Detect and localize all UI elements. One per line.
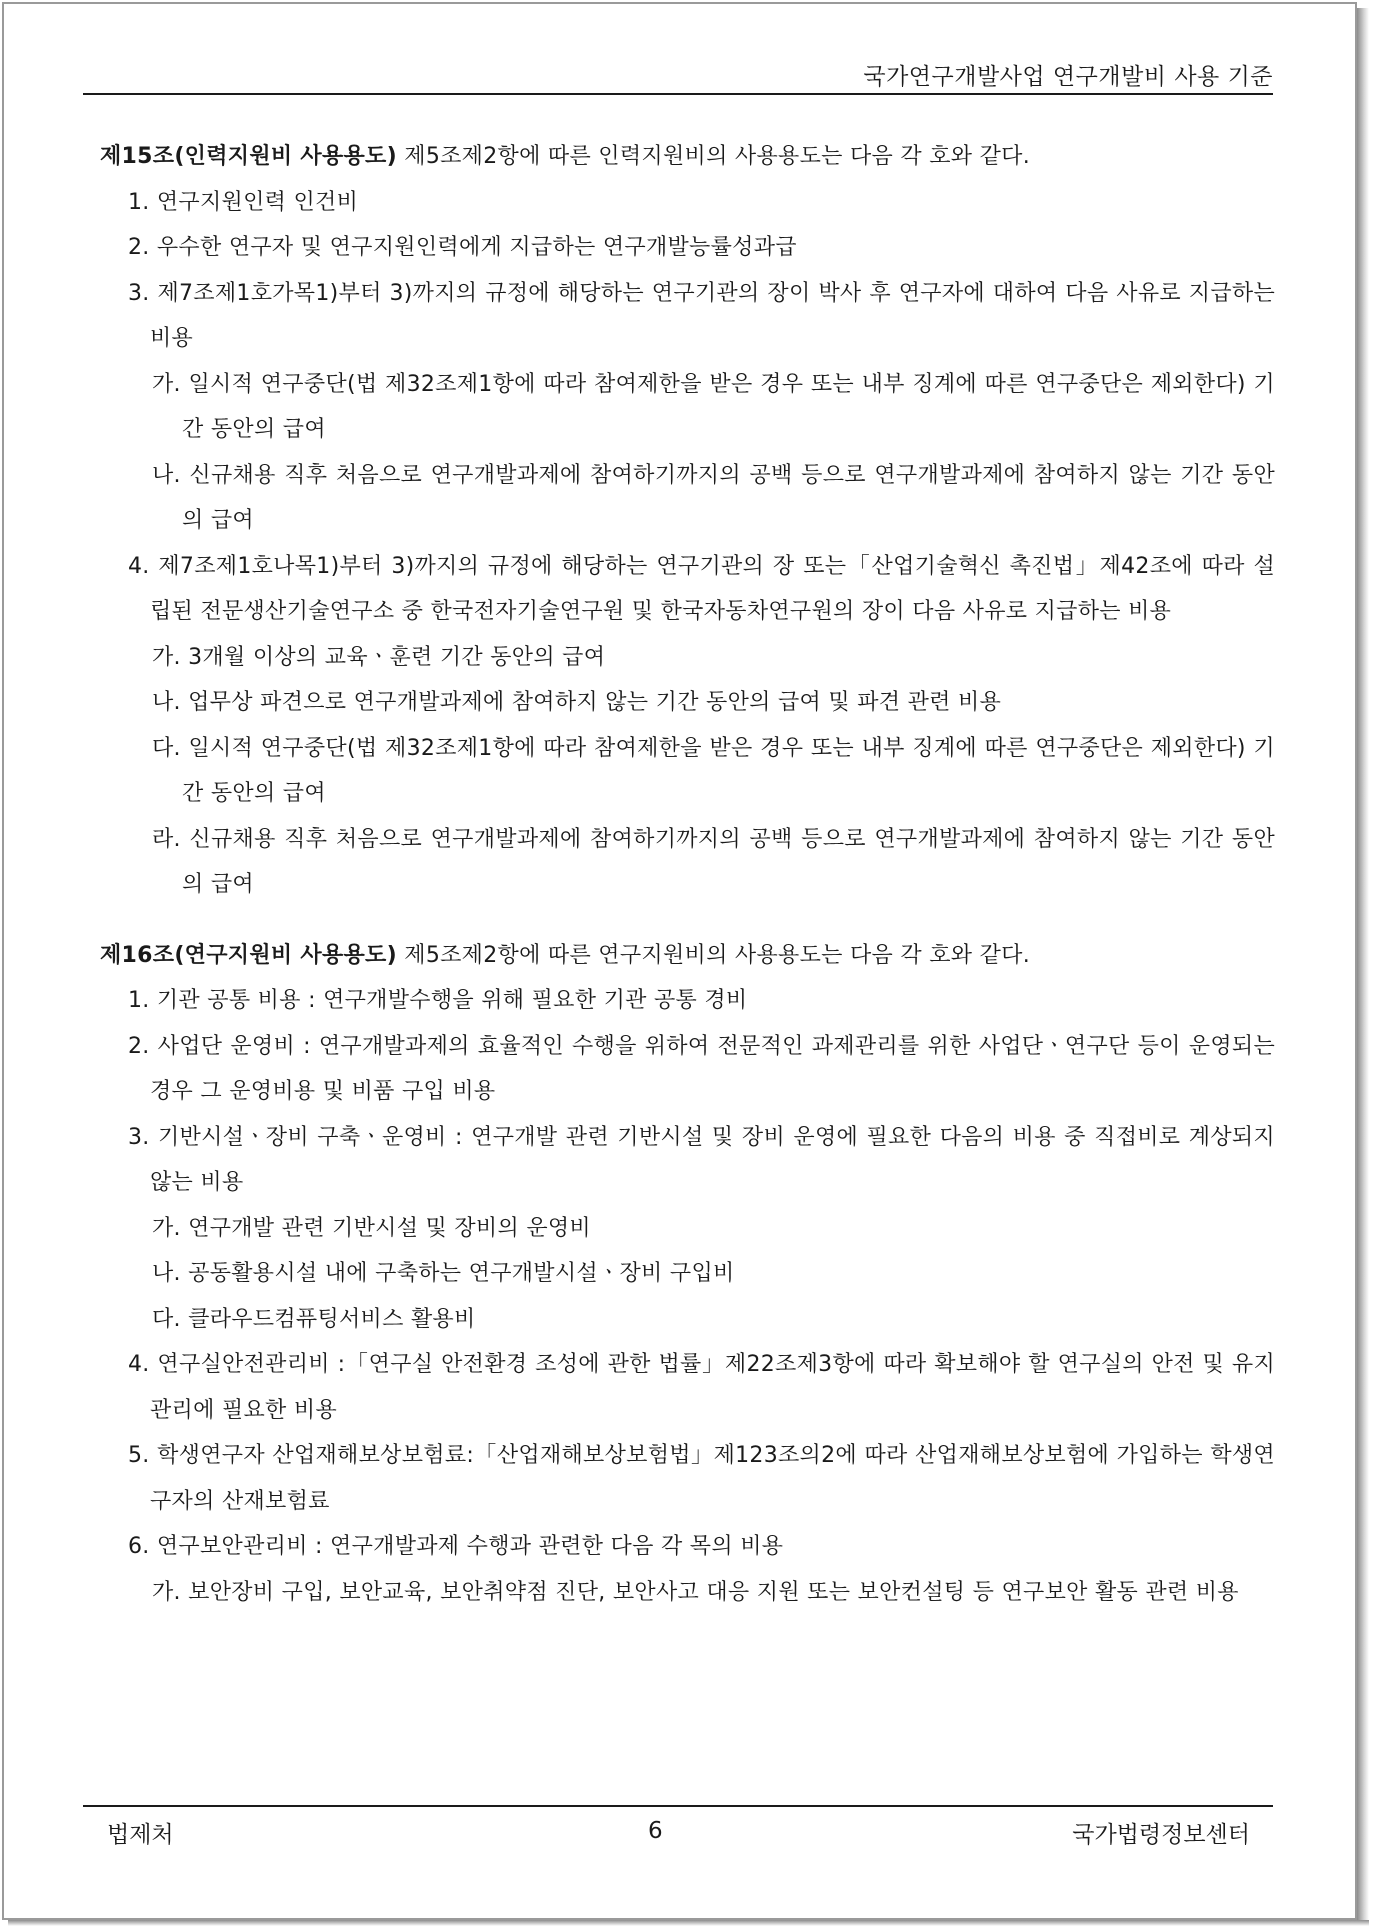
- list-item: 3. 제7조제1호가목1)부터 3)까지의 규정에 해당하는 연구기관의 장이 박사 후 연구자에 대하여 다음 사유로 지급하는 비용: [128, 280, 1275, 351]
- sub-list-item: 가. 3개월 이상의 교육ㆍ훈련 기간 동안의 급여: [152, 644, 606, 670]
- header-divider: [83, 93, 1273, 95]
- article-16: [100, 933, 1275, 1616]
- article-title: 제15조(인력지원비 사용용도): [100, 144, 397, 169]
- article-heading: [100, 933, 1275, 979]
- list-item: 1. 연구지원인력 인건비: [128, 189, 359, 215]
- article-title: 제16조(연구지원비 사용용도): [100, 942, 397, 968]
- list-item: 1. 기관 공통 비용 : 연구개발수행을 위해 필요한 기관 공통 경비: [128, 988, 748, 1013]
- document-body: [100, 134, 1275, 1615]
- list-item: 2. 우수한 연구자 및 연구지원인력에게 지급하는 연구개발능률성과급: [128, 235, 797, 260]
- article-intro: 제5조제2항에 따른 연구지원비의 사용용도는 다음 각 호와 같다.: [396, 942, 1031, 968]
- article-intro: 제5조제2항에 따른 인력지원비의 사용용도는 다음 각 호와 같다.: [396, 144, 1031, 169]
- sub-list-item: 다. 클라우드컴퓨팅서비스 활용비: [152, 1306, 476, 1332]
- footer-publisher: 법제처: [107, 1822, 174, 1848]
- sub-list-item: 라. 신규채용 직후 처음으로 연구개발과제에 참여하기까지의 공백 등으로 연구개발과제에 참여하지 않는 기간 동안의 급여: [152, 826, 1275, 897]
- sub-list-item: 가. 연구개발 관련 기반시설 및 장비의 운영비: [152, 1215, 591, 1241]
- sub-list-item: 가. 보안장비 구입, 보안교육, 보안취약점 진단, 보안사고 대응 지원 또는 보안컨설팅 등 연구보안 활동 관련 비용: [152, 1579, 1239, 1605]
- article-15: [100, 134, 1275, 908]
- sub-list-item: 다. 일시적 연구중단(법 제32조제1항에 따라 참여제한을 받은 경우 또는 내부 징계에 따른 연구중단은 제외한다) 기간 동안의 급여: [152, 735, 1275, 806]
- footer-divider: [83, 1805, 1273, 1807]
- sub-list-item: 나. 업무상 파견으로 연구개발과제에 참여하지 않는 기간 동안의 급여 및 파견 관련 비용: [152, 690, 1002, 715]
- list-item: 4. 연구실안전관리비 :「연구실 안전환경 조성에 관한 법률」제22조제3항에 따라 확보해야 할 연구실의 안전 및 유지관리에 필요한 비용: [128, 1352, 1275, 1423]
- list-item: 3. 기반시설ㆍ장비 구축ㆍ운영비 : 연구개발 관련 기반시설 및 장비 운영에 필요한 다음의 비용 중 직접비로 계상되지 않는 비용: [128, 1124, 1275, 1195]
- footer-source: 국가법령정보센터: [1072, 1822, 1250, 1848]
- running-header-title: 국가연구개발사업 연구개발비 사용 기준: [863, 64, 1273, 90]
- list-item: 5. 학생연구자 산업재해보상보험료:「산업재해보상보험법」제123조의2에 따라 산업재해보상보험에 가입하는 학생연구자의 산재보험료: [128, 1443, 1275, 1514]
- page-shadow: [1357, 8, 1369, 1922]
- list-item: 6. 연구보안관리비 : 연구개발과제 수행과 관련한 다음 각 목의 비용: [128, 1534, 784, 1559]
- list-item: 2. 사업단 운영비 : 연구개발과제의 효율적인 수행을 위하여 전문적인 과제관리를 위한 사업단ㆍ연구단 등이 운영되는 경우 그 운영비용 및 비품 구입 비용: [128, 1033, 1275, 1104]
- page-shadow-bottom: [8, 1920, 1369, 1926]
- article-heading: [100, 134, 1275, 180]
- page-number: 6: [648, 1818, 663, 1844]
- list-item: 4. 제7조제1호나목1)부터 3)까지의 규정에 해당하는 연구기관의 장 또는「산업기술혁신 촉진법」제42조에 따라 설립된 전문생산기술연구소 중 한국전자기술연구원 및 한국자동차연구원의 장이 다음 사유로 지급하는 비용: [128, 553, 1275, 624]
- sub-list-item: 나. 신규채용 직후 처음으로 연구개발과제에 참여하기까지의 공백 등으로 연구개발과제에 참여하지 않는 기간 동안의 급여: [152, 462, 1275, 533]
- sub-list-item: 나. 공동활용시설 내에 구축하는 연구개발시설ㆍ장비 구입비: [152, 1261, 735, 1286]
- sub-list-item: 가. 일시적 연구중단(법 제32조제1항에 따라 참여제한을 받은 경우 또는 내부 징계에 따른 연구중단은 제외한다) 기간 동안의 급여: [152, 371, 1275, 442]
